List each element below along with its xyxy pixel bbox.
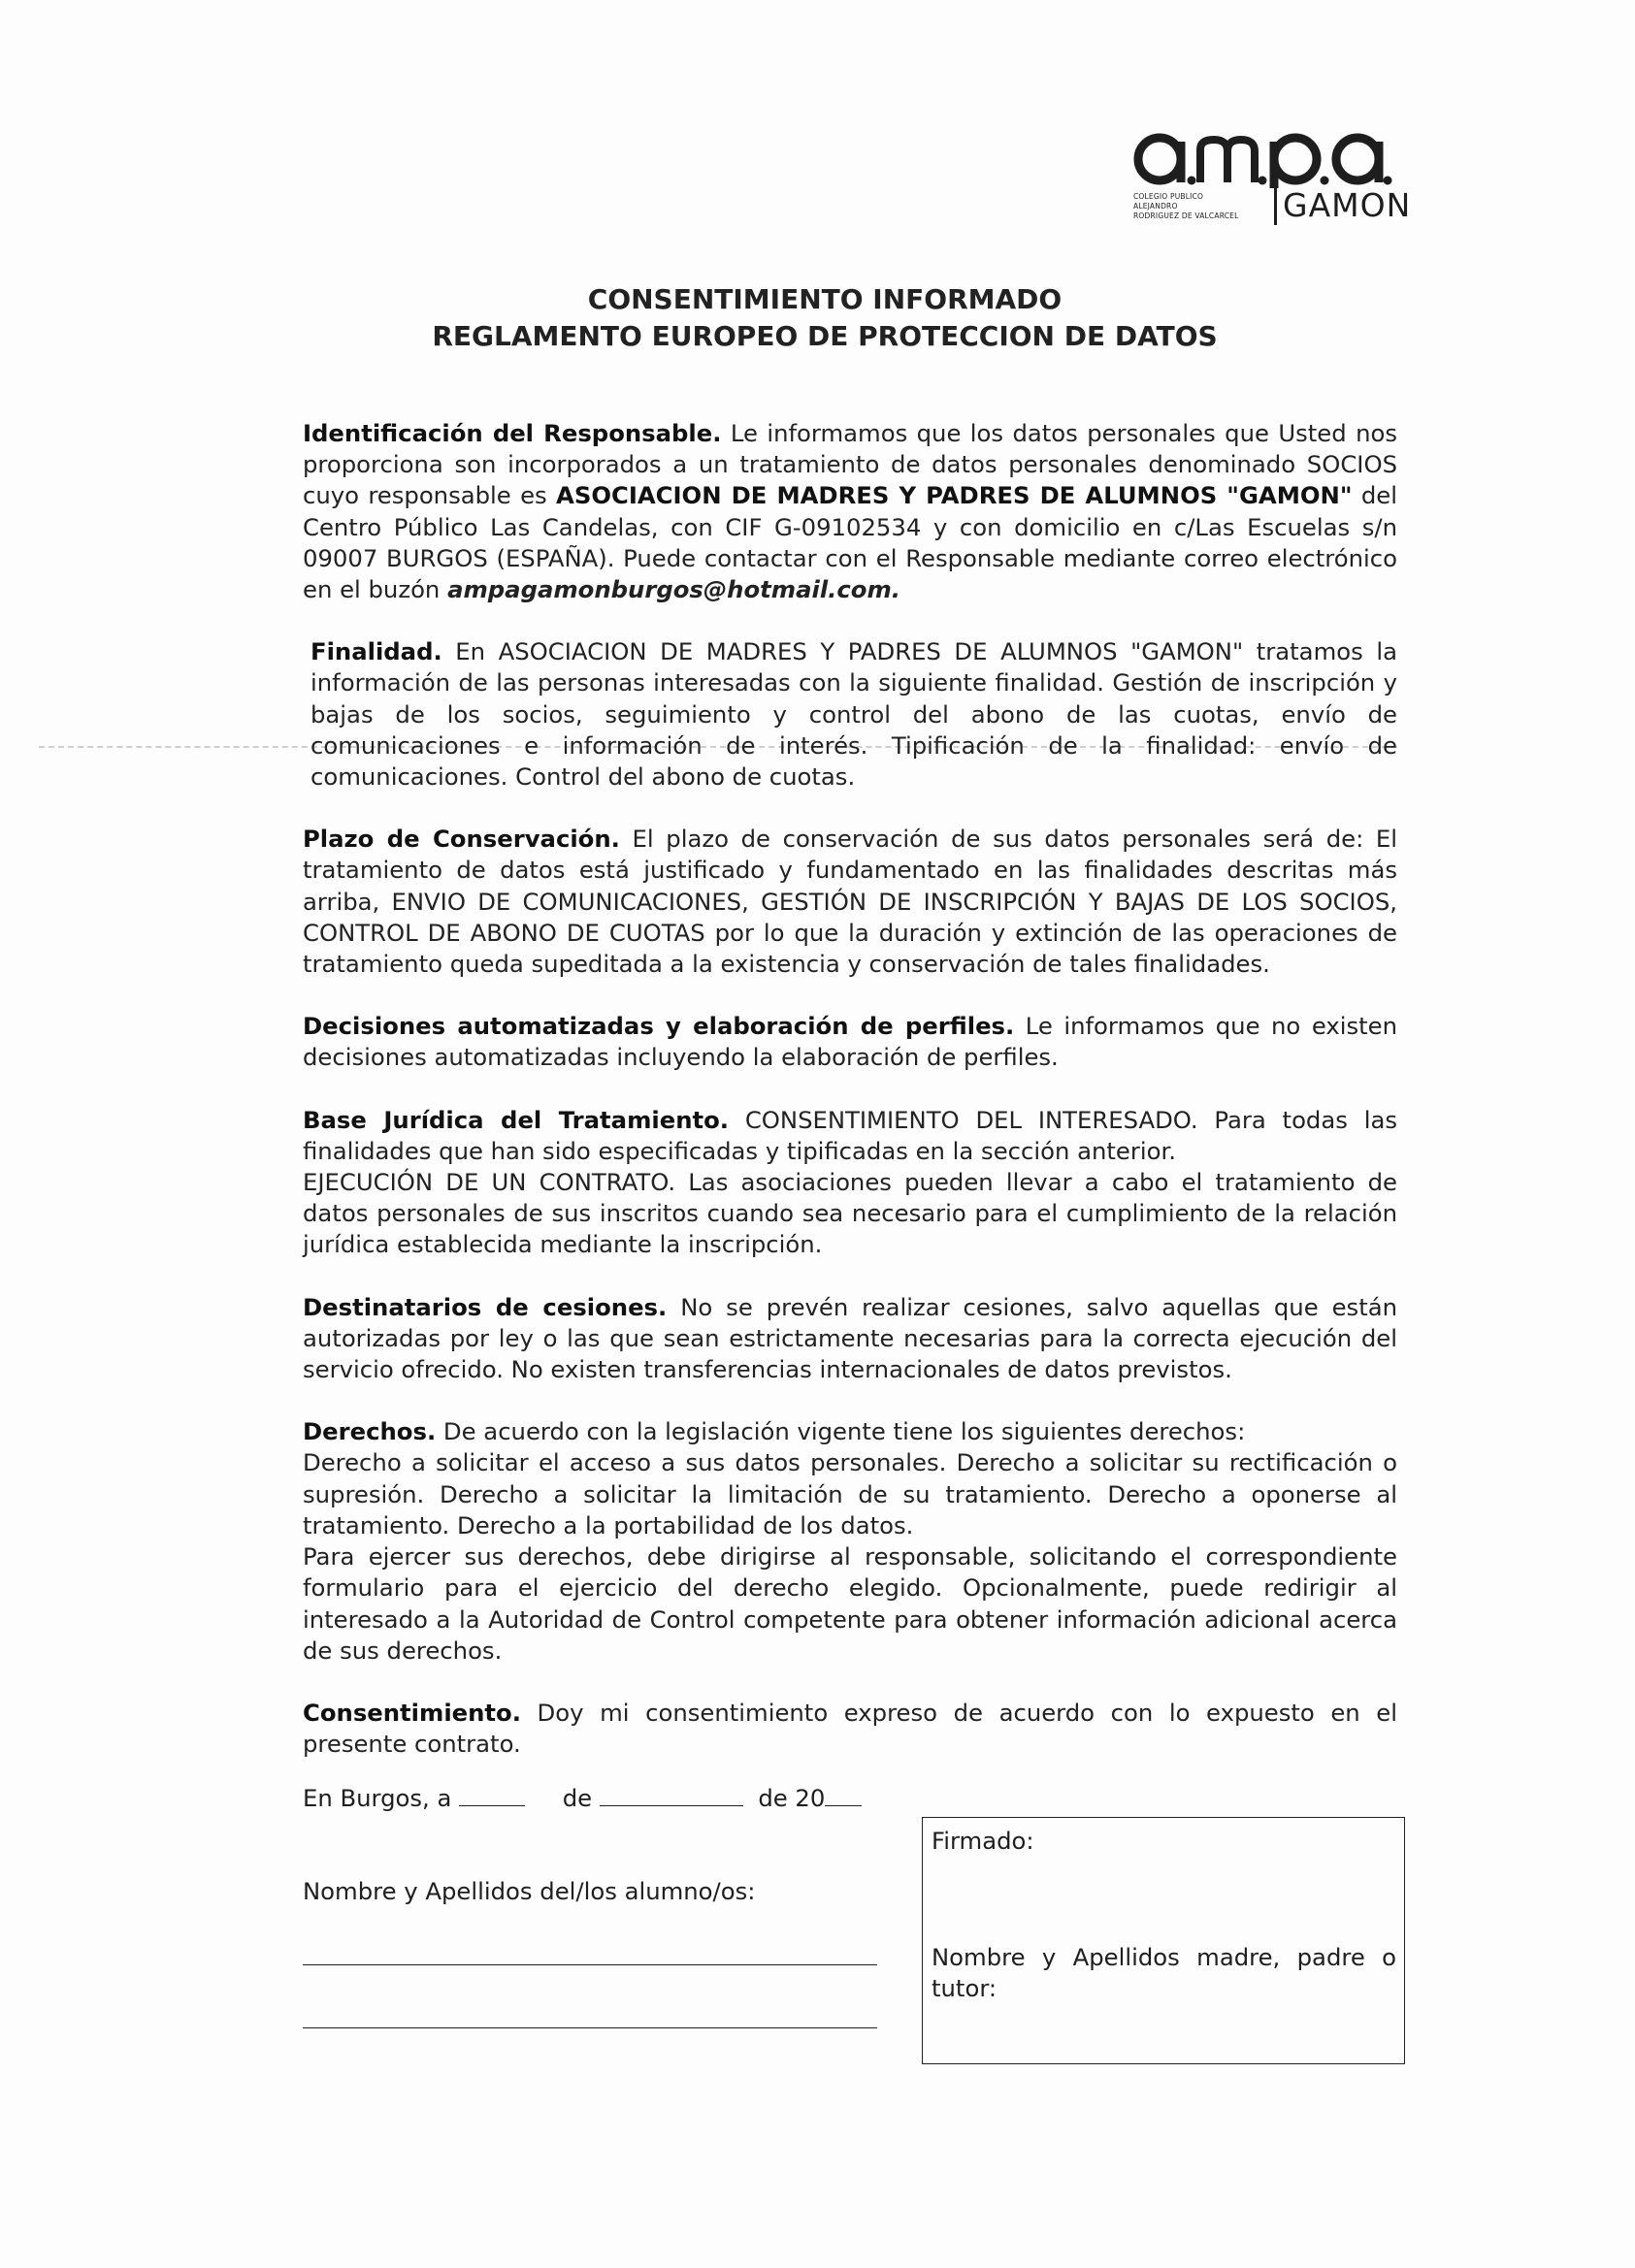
section-text: del Centro Público Las Candelas, con CIF G-09102534 y con domicilio en c/Las Escuelas s/n 09007 BURGOS (ESPAÑA). Puede contactar con el Responsable mediante correo electrónico en el buzón (303, 481, 1397, 604)
section-text: CONSENTIMIENTO DEL INTERESADO. Para todas las finalidades que han sido especificadas y tipificadas en la sección anterior. (303, 1105, 1397, 1165)
date-line (303, 1783, 862, 1814)
title-line-1: CONSENTIMIENTO INFORMADO (587, 283, 1063, 315)
section-text: Derecho a solicitar el acceso a sus datos personales. Derecho a solicitar su rectificación o supresión. Derecho a solicitar la limitación de su tratamiento. Derecho a oponerse al tratamiento. Derecho a la portabilidad de los datos. (303, 1448, 1397, 1539)
document-title (301, 281, 1349, 355)
section-identificacion (303, 418, 1397, 605)
section-finalidad (303, 636, 1397, 793)
student-name-line[interactable] (303, 1964, 877, 1965)
section-text: De acuerdo con la legislación vigente tiene los siguientes derechos: (436, 1417, 1246, 1446)
section-heading: Consentimiento. (303, 1698, 521, 1727)
date-year-label: de 20 (758, 1784, 826, 1812)
section-text: Le informamos que los datos personales que Usted nos proporciona son incorporados a un tratamiento de datos personales denominado SOCIOS cuyo responsable es (303, 419, 1397, 510)
section-text: EJECUCIÓN DE UN CONTRATO. Las asociaciones pueden llevar a cabo el tratamiento de datos personales de sus inscritos cuando sea necesario para el cumplimiento de la relación jurídica establecida mediante la inscripción. (303, 1168, 1397, 1259)
section-heading: Plazo de Conservación. (303, 825, 620, 854)
signature-box[interactable] (922, 1817, 1405, 2064)
school-line: COLEGIO PUBLICO (1133, 192, 1204, 201)
month-field[interactable] (600, 1784, 743, 1806)
section-heading: Decisiones automatizadas y elaboración de perfiles. (303, 1012, 1015, 1041)
section-derechos (303, 1416, 1397, 1667)
title-line-2: REGLAMENTO EUROPEO DE PROTECCION DE DATOS (432, 320, 1218, 352)
section-decisiones (303, 1011, 1397, 1073)
section-text: Le informamos que no existen decisiones automatizadas incluyendo la elaboración de perfiles. (303, 1012, 1397, 1072)
year-field[interactable] (825, 1784, 862, 1806)
guardian-name-label: Nombre y Apellidos madre, padre o tutor: (932, 1943, 1396, 2002)
day-field[interactable] (459, 1784, 525, 1806)
date-de-label: de (562, 1784, 593, 1812)
section-heading: Destinatarios de cesiones. (303, 1292, 668, 1321)
section-text: El plazo de conservación de sus datos personales será de: El tratamiento de datos está justificado y fundamentado en las finalidades descritas más arriba, ENVIO DE COMUNICACIONES, GESTIÓN DE INSCRIPCIÓN Y BAJAS DE LOS SOCIOS, CONTROL DE ABONO DE CUOTAS por lo que la duración y extinción de las operaciones de tratamiento queda supeditada a la existencia y conservación de tales finalidades. (303, 825, 1397, 979)
section-plazo (303, 824, 1397, 980)
logo-gamon: GAMON (1274, 186, 1411, 225)
school-name (1133, 192, 1279, 221)
section-heading: Base Jurídica del Tratamiento. (303, 1105, 730, 1134)
section-base-juridica (303, 1105, 1397, 1261)
section-heading: Finalidad. (311, 637, 442, 666)
signed-label: Firmado: (932, 1827, 1034, 1855)
email-address: ampagamonburgos@hotmail.com. (447, 575, 901, 604)
section-destinatarios (303, 1292, 1397, 1386)
section-consentimiento (303, 1698, 1397, 1760)
section-heading: Identificación del Responsable. (303, 419, 722, 447)
section-text: No se prevén realizar cesiones, salvo aquellas que están autorizadas por ley o las que sean estrictamente necesarias para la correcta ejecución del servicio ofrecido. No existen transferencias internacionales de datos previstos. (303, 1292, 1398, 1384)
section-text: Para ejercer sus derechos, debe dirigirse al responsable, solicitando el correspondiente formulario para el ejercicio del derecho elegido. Opcionalmente, puede redirigir al interesado a la Autoridad de Control competente para obtener información adicional acerca de sus derechos. (303, 1542, 1397, 1665)
school-line: RODRIGUEZ DE VALCARCEL (1133, 211, 1239, 220)
org-name: ASOCIACION DE MADRES Y PADRES DE ALUMNOS "GAMON" (556, 481, 1353, 510)
section-text: Doy mi consentimiento expreso de acuerdo con lo expuesto en el presente contrato. (303, 1698, 1397, 1759)
student-name-line[interactable] (303, 2027, 877, 2028)
date-prefix: En Burgos, a (303, 1784, 452, 1812)
section-heading: Derechos. (303, 1417, 437, 1446)
ampa-logo (1130, 128, 1412, 244)
section-text: En ASOCIACION DE MADRES Y PADRES DE ALUMNOS "GAMON" tratamos la información de las personas interesadas con la siguiente finalidad. Gestión de inscripción y bajas de los socios, seguimiento y control del abono de las cuotas, envío de comunicaciones e información de interés. Tipificación de la finalidad: envío de comunicaciones. Control del abono de cuotas. (311, 637, 1397, 792)
ampa-logo-mark (1130, 128, 1392, 188)
student-names-label: Nombre y Apellidos del/los alumno/os: (303, 1877, 756, 1905)
document-body (303, 418, 1397, 1791)
school-line: ALEJANDRO (1133, 202, 1178, 211)
